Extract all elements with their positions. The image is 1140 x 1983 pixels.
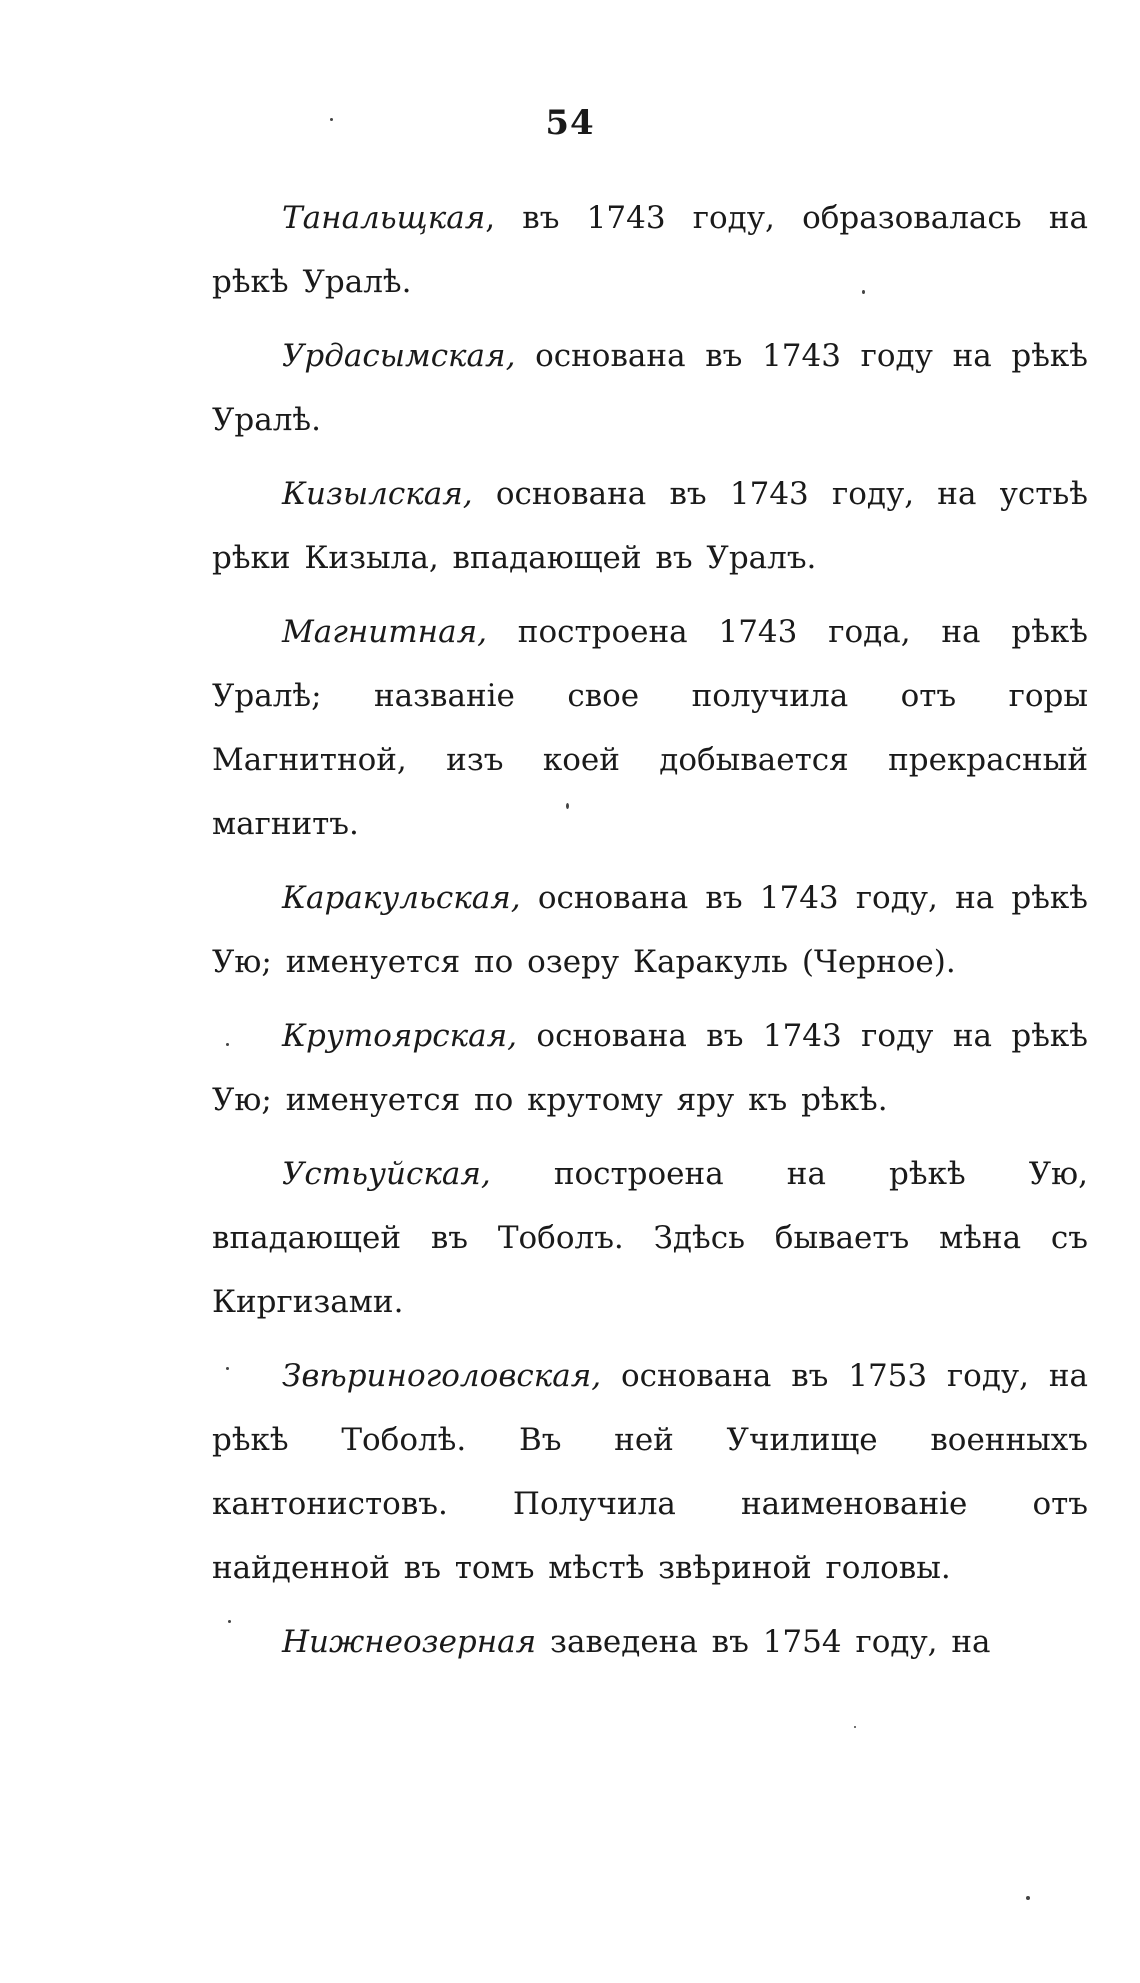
page-number: 54 bbox=[545, 103, 595, 143]
scan-speck bbox=[854, 1726, 856, 1728]
paragraph-karakulskaya bbox=[212, 866, 1088, 994]
fortress-name: Каракульская, bbox=[282, 880, 521, 916]
fortress-name: Устьуйская, bbox=[282, 1156, 491, 1192]
paragraph-text: построена 1743 года, на рѣкѣ Уралѣ; названіе свое получила отъ горы Магнитной, изъ коей добывается прекрасный магнитъ. bbox=[212, 614, 1088, 842]
scan-speck bbox=[226, 1043, 229, 1046]
fortress-name: Кизылская, bbox=[282, 476, 473, 512]
scan-speck bbox=[566, 803, 569, 809]
scan-speck bbox=[862, 290, 865, 294]
paragraph-ustuyskaya bbox=[212, 1142, 1088, 1334]
paragraph-text: заведена въ 1754 году, на bbox=[536, 1624, 991, 1660]
fortress-name: Крутоярская, bbox=[282, 1018, 517, 1054]
paragraph-kizylskaya bbox=[212, 462, 1088, 590]
scan-speck bbox=[1026, 1896, 1030, 1900]
fortress-name: Танальщкая bbox=[282, 200, 486, 236]
fortress-name: Урдасымская, bbox=[282, 338, 516, 374]
paragraph-krutoyarskaya bbox=[212, 1004, 1088, 1132]
scan-speck bbox=[228, 1620, 231, 1623]
scan-speck bbox=[330, 118, 333, 121]
paragraph-text: построена на рѣкѣ Ую, впадающей въ Тоболъ. Здѣсь бываетъ мѣна съ Киргизами. bbox=[212, 1156, 1088, 1320]
paragraph-text: основана въ 1743 году на рѣкѣ Уралѣ. bbox=[212, 338, 1088, 438]
fortress-name: Магнитная, bbox=[282, 614, 487, 650]
text-body bbox=[212, 186, 1088, 1684]
paragraph-text: основана въ 1743 году на рѣкѣ Ую; именуется по крутому яру къ рѣкѣ. bbox=[212, 1018, 1088, 1118]
scan-speck bbox=[226, 1367, 229, 1370]
paragraph-text: основана въ 1743 году, на устьѣ рѣки Кизыла, впадающей въ Уралъ. bbox=[212, 476, 1088, 576]
fortress-name: Звѣриноголовская, bbox=[282, 1358, 602, 1394]
paragraph-urdasymskaya bbox=[212, 324, 1088, 452]
paragraph-tanalytskaya bbox=[212, 186, 1088, 314]
paragraph-text: основана въ 1753 году, на рѣкѣ Тоболѣ. Въ ней Училище военныхъ кантонистовъ. Получила наименованіе отъ найденной въ томъ мѣстѣ звѣриной головы. bbox=[212, 1358, 1088, 1586]
paragraph-zverinogolovskaya bbox=[212, 1344, 1088, 1600]
paragraph-text: основана въ 1743 году, на рѣкѣ Ую; именуется по озеру Каракуль (Черное). bbox=[212, 880, 1088, 980]
fortress-name: Нижнеозерная bbox=[282, 1624, 537, 1660]
paragraph-text: , въ 1743 году, образовалась на рѣкѣ Уралѣ. bbox=[212, 200, 1088, 300]
paragraph-magnitnaya bbox=[212, 600, 1088, 856]
paragraph-nizhneozernaya bbox=[212, 1610, 1088, 1674]
